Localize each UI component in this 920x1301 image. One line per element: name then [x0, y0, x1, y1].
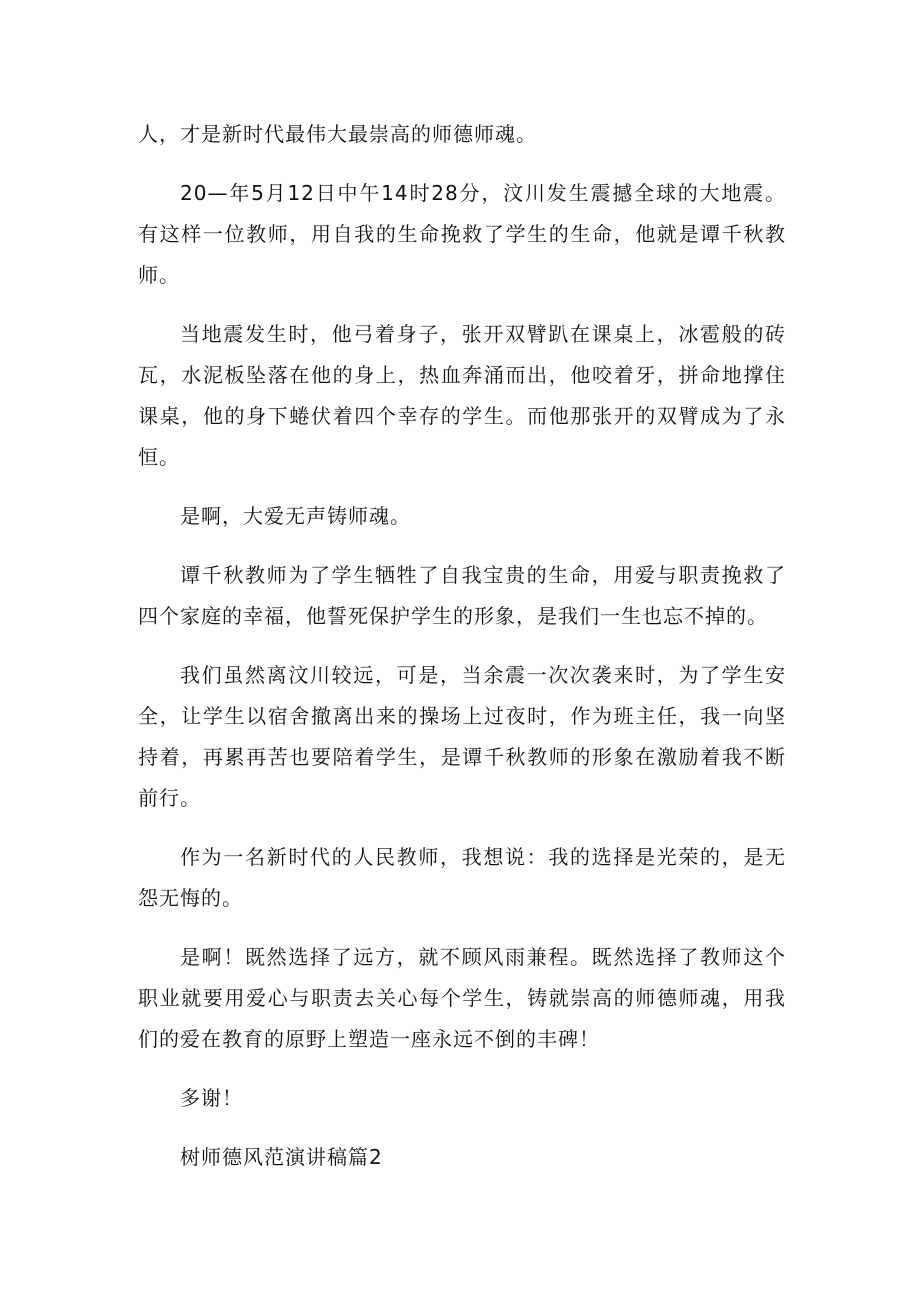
paragraph-aftershock: 我们虽然离汶川较远，可是，当余震一次次袭来时，为了学生安全，让学生以宿舍撤离出来的操场上过夜时，作为班主任，我一向坚持着，再累再苦也要陪着学生，是谭千秋教师的形象在激励着我不断前行。: [138, 663, 786, 810]
paragraph-great-love: 是啊，大爱无声铸师魂。: [180, 504, 411, 528]
paragraph-continuation: 人，才是新时代最伟大最崇高的师德师魂。: [138, 122, 537, 146]
paragraph-choice: 作为一名新时代的人民教师，我想说：我的选择是光荣的，是无怨无悔的。: [138, 845, 786, 910]
paragraph-thanks: 多谢！: [180, 1086, 243, 1110]
document-body: [138, 114, 786, 1196]
paragraph-sacrifice: 谭千秋教师为了学生牺牲了自我宝贵的生命，用爱与职责挽救了四个家庭的幸福，他誓死保护学生的形象，是我们一生也忘不掉的。: [138, 563, 786, 628]
paragraph-monument: 是啊！既然选择了远方，就不顾风雨兼程。既然选择了教师这个职业就要用爱心与职责去关心每个学生，铸就崇高的师德师魂，用我们的爱在教育的原野上塑造一座永远不倒的丰碑！: [138, 945, 786, 1051]
paragraph-earthquake-scene: 当地震发生时，他弓着身子，张开双臂趴在课桌上，冰雹般的砖瓦，水泥板坠落在他的身上，热血奔涌而出，他咬着牙，拼命地撑住课桌，他的身下蜷伏着四个幸存的学生。而他那张开的双臂成为了永恒。: [138, 322, 786, 469]
section-title: 树师德风范演讲稿篇2: [180, 1145, 383, 1169]
paragraph-earthquake-date: 20—年5月12日中午14时28分，汶川发生震撼全球的大地震。有这样一位教师，用自我的生命挽救了学生的生命，他就是谭千秋教师。: [138, 181, 786, 287]
